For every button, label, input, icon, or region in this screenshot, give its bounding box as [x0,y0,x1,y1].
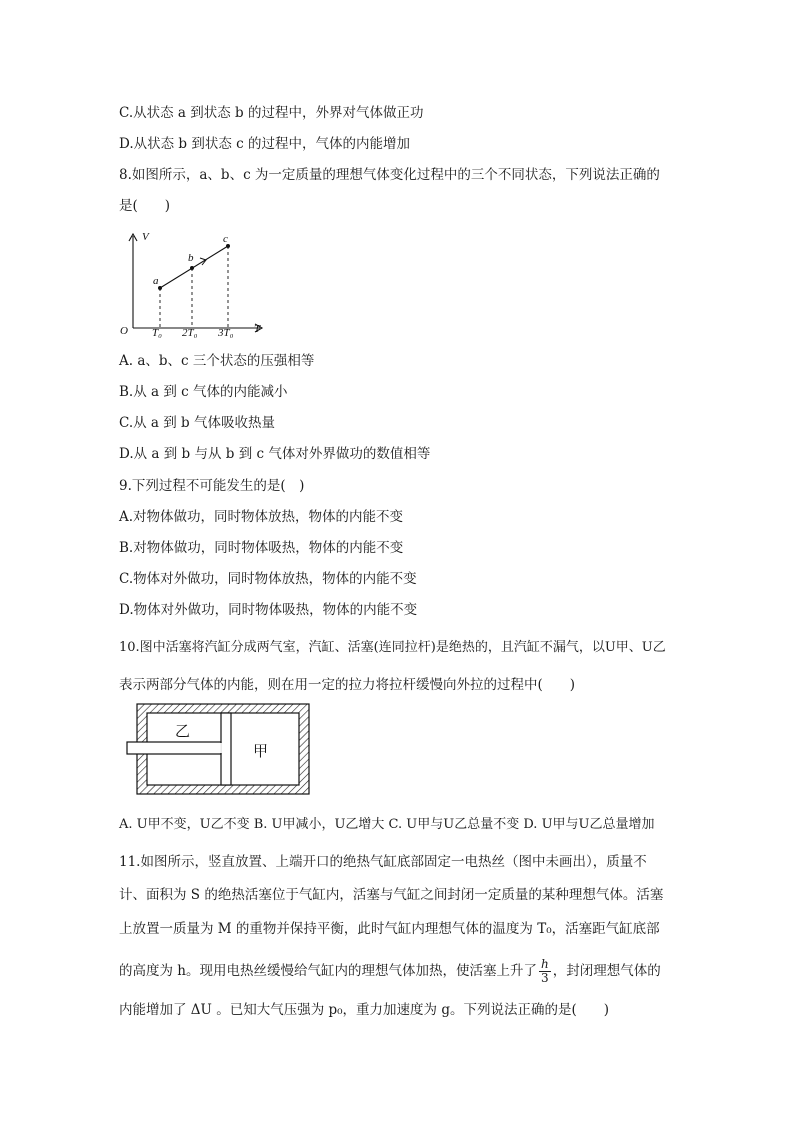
label-b: b [188,252,194,264]
q9-option-a: A.对物体做功，同时物体放热，物体的内能不变 [119,509,404,525]
label-a: a [153,275,159,287]
q11-line4-part2: ，封闭理想气体的 [552,963,661,979]
q10-options: A. U甲不变，U乙不变 B. U甲减小，U乙增大 C. U甲与U乙总量不变 D. U甲与U乙总量增加 [119,817,655,832]
piston-rod [127,742,221,754]
label-yi: 乙 [175,722,191,740]
piston [221,713,231,785]
q11-line4 [119,958,661,985]
cylinder-diagram [125,702,315,798]
q11-line4-part1: 的高度为 h。现用电热丝缓慢给气缸内的理想气体加热，使活塞上升了 [119,963,537,979]
label-jia: 甲 [253,742,269,760]
q11-line1: 11.如图所示，竖直放置、上端开口的绝热气缸底部固定一电热丝（图中未画出），质量不 [119,854,647,870]
tick-t0: T₀ [152,327,162,339]
q10-stem-line1: 10.图中活塞将汽缸分成两气室，汽缸、活塞(连同拉杆)是绝热的，且汽缸不漏气，以U甲、U乙 [119,640,666,655]
q8-option-c: C.从 a 到 b 气体吸收热量 [119,415,275,431]
process-line [160,246,228,288]
q8-option-d: D.从 a 到 b 与从 b 到 c 气体对外界做功的数值相等 [119,446,431,462]
q11-line3: 上放置一质量为 M 的重物并保持平衡，此时气缸内理想气体的温度为 T₀，活塞距气缸底部 [119,921,660,937]
q8-option-b: B.从 a 到 c 气体的内能减小 [119,384,288,400]
q9-stem: 9.下列过程不可能发生的是( ) [119,478,305,494]
q9-option-c: C.物体对外做功，同时物体放热，物体的内能不变 [119,571,417,587]
point-b [190,266,194,270]
vt-graph [118,228,268,340]
point-a [158,286,162,290]
fraction-h-over-3: $\frac{h}{3}$ [541,957,549,985]
origin-label: O [120,325,128,337]
q8-stem-line1: 8.如图所示，a、b、c 为一定质量的理想气体变化过程中的三个不同状态，下列说法正确的 [119,167,660,183]
v-axis-label: V [142,231,149,243]
q7-option-c: C.从状态 a 到状态 b 的过程中，外界对气体做正功 [119,105,424,121]
q11-line2: 计、面积为 S 的绝热活塞位于气缸内，活塞与气缸之间封闭一定质量的某种理想气体。活塞 [119,887,664,903]
q9-option-b: B.对物体做功，同时物体吸热，物体的内能不变 [119,540,404,556]
q9-option-d: D.物体对外做功，同时物体吸热，物体的内能不变 [119,602,418,618]
q7-option-d: D.从状态 b 到状态 c 的过程中，气体的内能增加 [119,136,411,152]
tick-3t0: 3T₀ [218,327,234,339]
q8-option-a: A. a、b、c 三个状态的压强相等 [119,353,315,369]
t-axis-label: T [254,323,261,335]
q8-stem-line2: 是( ) [119,198,171,214]
q11-line5: 内能增加了 ΔU 。已知大气压强为 p₀，重力加速度为 g。下列说法正确的是( ) [119,1002,610,1018]
q10-stem-line2: 表示两部分气体的内能，则在用一定的拉力将拉杆缓慢向外拉的过程中( ) [119,677,576,693]
label-c: c [223,233,228,245]
tick-2t0: 2T₀ [182,327,198,339]
